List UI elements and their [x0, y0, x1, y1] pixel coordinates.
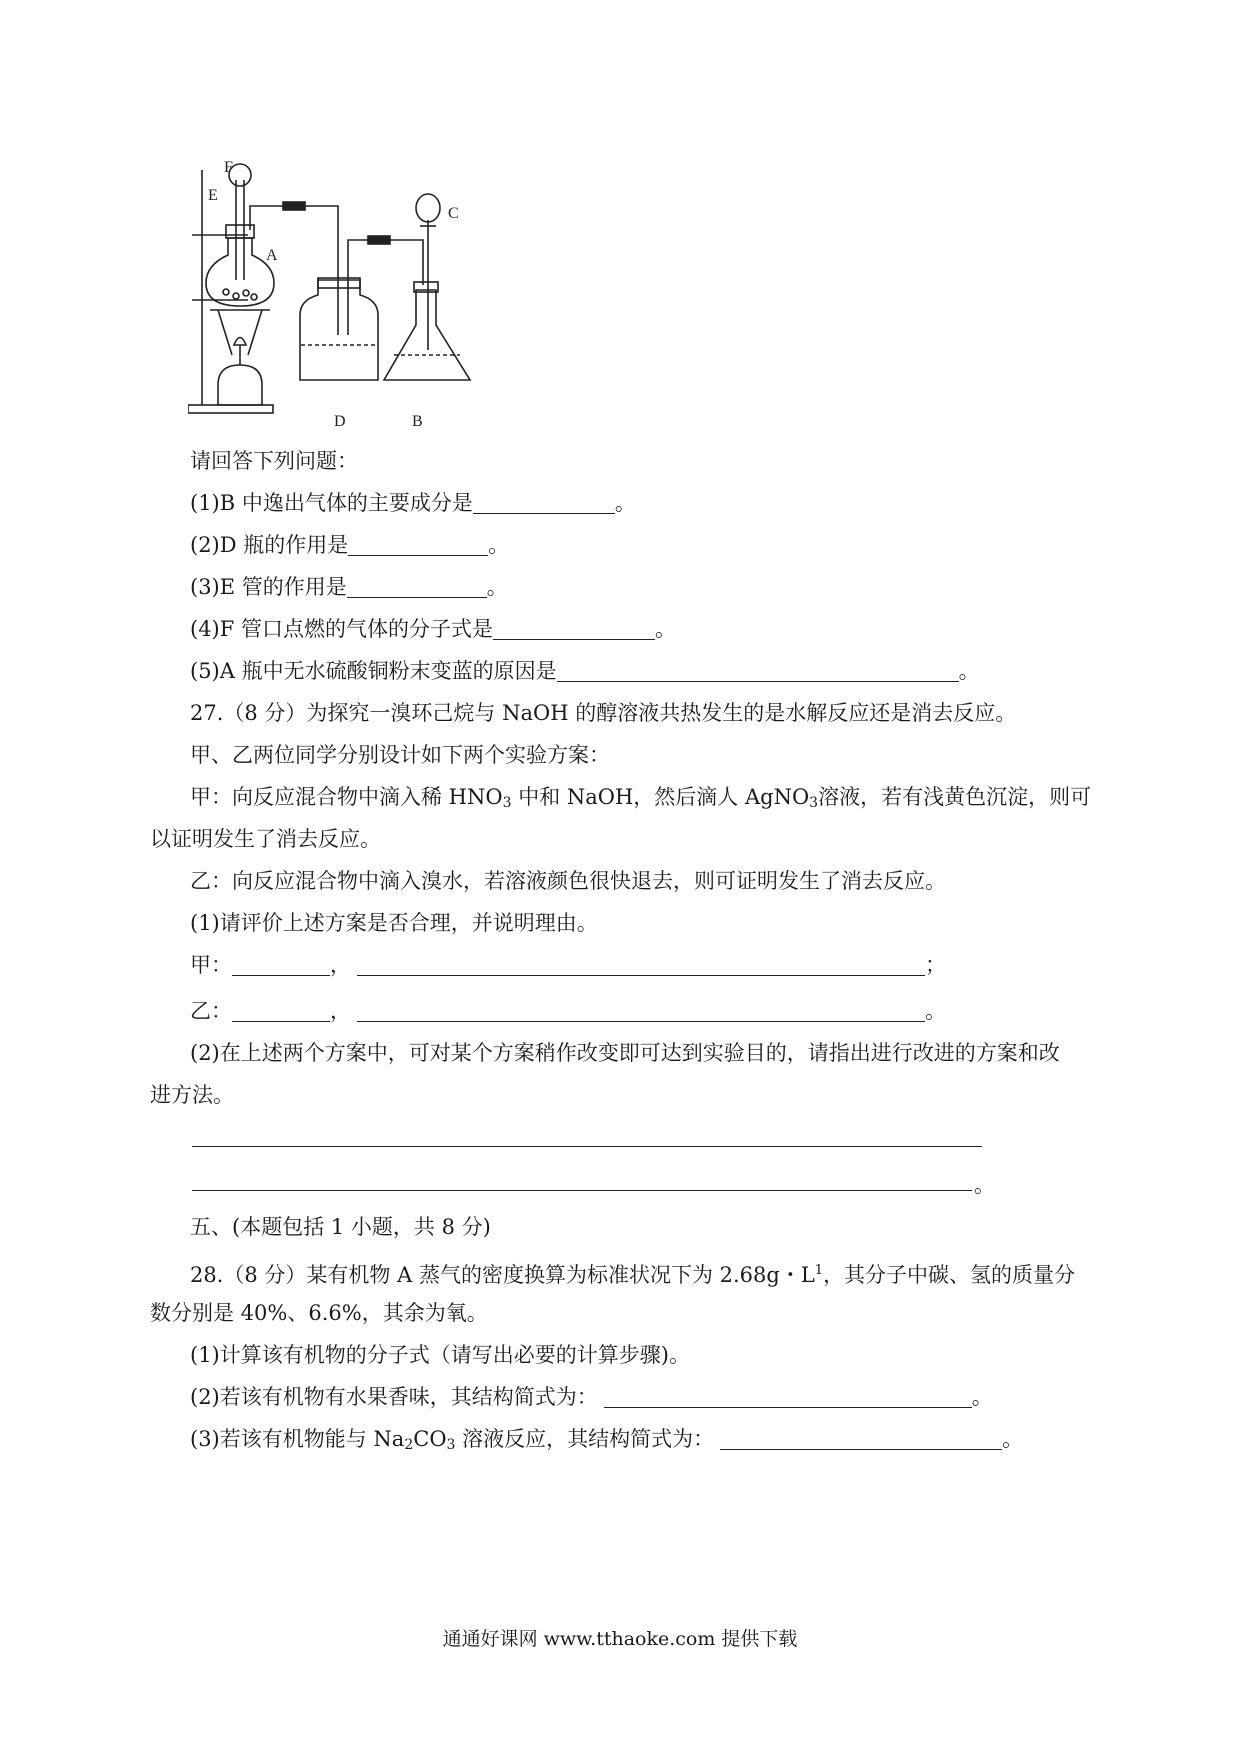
- q27-sub2: (2)在上述两个方案中，可对某个方案稍作改变即可达到实验目的，请指出进行改进的方案和改: [190, 1041, 1060, 1065]
- apparatus-diagram: [188, 160, 518, 430]
- answer-blank[interactable]: [357, 953, 925, 976]
- stand-base: [188, 405, 273, 413]
- label-C: C: [448, 205, 459, 222]
- funnel-C: [416, 194, 440, 222]
- q26-item-1: (1)B 中逸出气体的主要成分是 。: [190, 491, 636, 515]
- answer-blank[interactable]: [493, 617, 655, 640]
- q27-eval-yi: 乙： ， 。: [190, 999, 946, 1023]
- flask-B: [384, 290, 470, 380]
- answer-blank[interactable]: [473, 491, 615, 514]
- q27-plan-jia-cont: 以证明发生了消去反应。: [150, 827, 381, 851]
- q26-item-5: (5)A 瓶中无水硫酸铜粉末变蓝的原因是 。: [190, 659, 980, 683]
- label-B: B: [412, 413, 423, 430]
- q27-eval-jia: 甲： ， ；: [190, 953, 946, 977]
- answer-blank[interactable]: [557, 659, 959, 682]
- q28-sub1: (1)计算该有机物的分子式（请写出必要的计算步骤)。: [190, 1343, 690, 1367]
- page-footer: 通通好课网 www.tthaoke.com 提供下载: [442, 1628, 798, 1650]
- q27-plan-jia: 甲：向反应混合物中滴入稀 $HNO_3$ 中和 NaOH，然后滴人 AgNO$_3$溶液，若有浅黄色沉淀，则可: [190, 785, 1092, 811]
- alcohol-lamp: [218, 365, 262, 405]
- answer-blank[interactable]: [720, 1427, 1002, 1450]
- q26-item-3: (3)E 管的作用是 。: [190, 575, 508, 599]
- answer-blank[interactable]: [347, 575, 487, 598]
- answer-blank[interactable]: [604, 1385, 972, 1408]
- answer-blank[interactable]: [357, 999, 925, 1022]
- label-E: E: [208, 187, 218, 204]
- flask-A: [206, 238, 274, 306]
- answer-blank[interactable]: [232, 999, 330, 1022]
- q27-stem: 27.（8 分）为探究一溴环己烷与 NaOH 的醇溶液共热发生的是水解反应还是消去反应。: [190, 701, 1017, 725]
- answer-line[interactable]: [192, 1190, 972, 1191]
- q27-line2: 甲、乙两位同学分别设计如下两个实验方案：: [190, 743, 610, 767]
- bottle-D: [300, 280, 378, 380]
- label-A: A: [266, 247, 278, 264]
- q27-sub2-cont: 进方法。: [150, 1083, 234, 1107]
- q26-item-2: (2)D 瓶的作用是 。: [190, 533, 510, 557]
- answer-line[interactable]: [192, 1146, 982, 1147]
- q28-sub3: (3)若该有机物能与 $Na_2CO_3$ 溶液反应，其结构简式为： 。: [190, 1427, 1024, 1453]
- q28-stem: 28.（8 分）某有机物 A 蒸气的密度换算为标准状况下为 2.68g・$L^1$，其分子中碳、氢的质量分: [190, 1263, 1076, 1287]
- q26-intro: 请回答下列问题：: [190, 449, 358, 473]
- answer-period: 。: [974, 1173, 995, 1197]
- label-D: D: [334, 413, 346, 430]
- q26-item-4: (4)F 管口点燃的气体的分子式是 。: [190, 617, 676, 641]
- q27-sub1: (1)请评价上述方案是否合理，并说明理由。: [190, 911, 598, 935]
- q28-stem-cont: 数分别是 40%、6.6%，其余为氧。: [150, 1301, 488, 1325]
- answer-blank[interactable]: [232, 953, 330, 976]
- q27-plan-yi: 乙：向反应混合物中滴入溴水，若溶液颜色很快退去，则可证明发生了消去反应。: [190, 869, 946, 893]
- answer-blank[interactable]: [348, 533, 488, 556]
- label-F: F: [224, 160, 233, 176]
- section-heading: 五、(本题包括 1 小题，共 8 分): [190, 1215, 491, 1239]
- q28-sub2: (2)若该有机物有水果香味，其结构简式为： 。: [190, 1385, 993, 1409]
